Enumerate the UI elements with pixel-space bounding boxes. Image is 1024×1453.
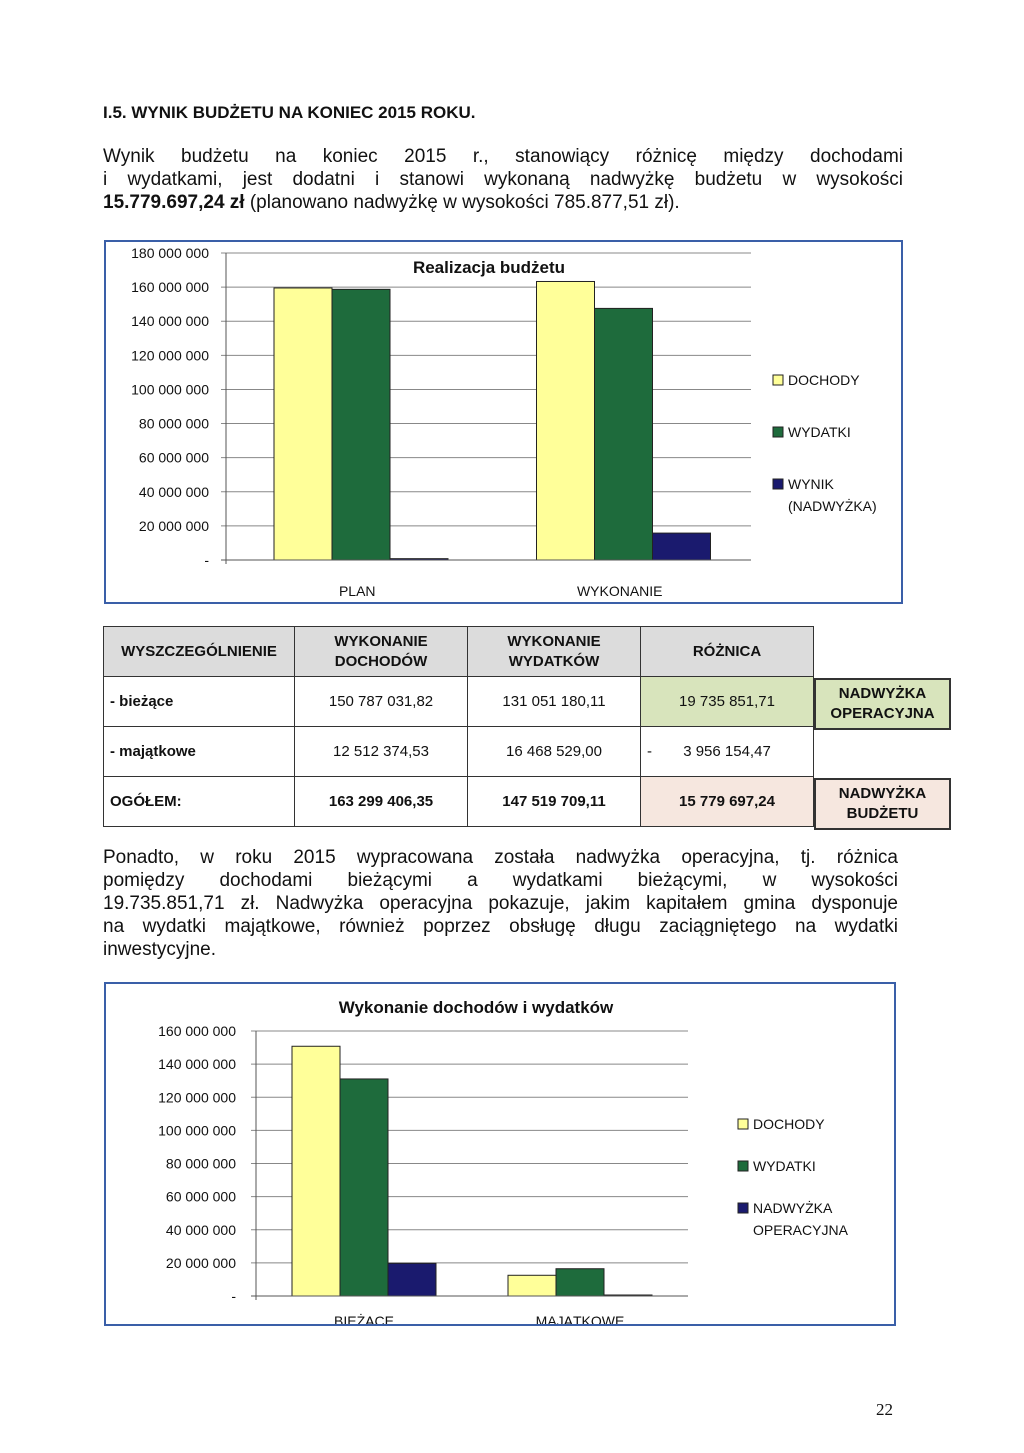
x-category-label: BIEŻĄCE	[334, 1313, 394, 1324]
y-tick-label: -	[231, 1288, 236, 1304]
y-tick-label: 160 000 000	[131, 279, 209, 296]
budget-table	[103, 626, 814, 827]
diff-value: 19 735 851,71	[679, 693, 775, 710]
y-tick-label: 120 000 000	[131, 347, 209, 364]
bar-dochody	[508, 1275, 556, 1296]
legend-label: WYDATKI	[753, 1158, 816, 1174]
bar-wydatki	[340, 1079, 388, 1296]
legend-label: WYDATKI	[788, 424, 851, 440]
table-row	[104, 777, 814, 827]
y-tick-label: 80 000 000	[165, 1155, 236, 1172]
y-tick-label: 100 000 000	[158, 1122, 236, 1139]
bar-wydatki	[595, 308, 653, 560]
intro-line-1: Wynik budżetu na koniec 2015 r., stanowiący różnicę między dochodami	[103, 146, 903, 167]
legend-label: OPERACYJNA	[753, 1222, 848, 1238]
row-difference	[641, 677, 814, 727]
page-number: 22	[876, 1400, 893, 1419]
bar-dochody	[292, 1046, 340, 1296]
row-income: 163 299 406,35	[295, 777, 468, 827]
diff-value: 15 779 697,24	[679, 793, 775, 810]
legend-swatch	[738, 1203, 748, 1213]
section-title: I.5. WYNIK BUDŻETU NA KONIEC 2015 ROKU.	[103, 103, 476, 122]
x-category-label: WYKONANIE	[576, 583, 663, 599]
bar-wynik-nadwy-ka-	[653, 533, 711, 560]
bar-dochody	[274, 288, 332, 560]
intro-paragraph	[103, 145, 903, 214]
surplus-paragraph	[103, 846, 898, 961]
table-row	[104, 727, 814, 777]
y-tick-label: -	[204, 552, 209, 568]
surplus-line-5: inwestycyjne.	[103, 939, 216, 960]
y-tick-label: 180 000 000	[131, 245, 209, 261]
budget-realization-chart	[104, 240, 903, 604]
table-header-row	[104, 627, 814, 677]
budget-surplus-note: NADWYŻKA BUDŻETU	[814, 778, 951, 830]
income-expense-svg	[106, 984, 894, 1324]
y-tick-label: 120 000 000	[158, 1089, 236, 1106]
table-row	[104, 677, 814, 727]
row-income: 12 512 374,53	[295, 727, 468, 777]
y-tick-label: 20 000 000	[138, 517, 209, 534]
legend-swatch	[773, 427, 783, 437]
row-difference	[641, 777, 814, 827]
surplus-line-4: na wydatki majątkowe, również poprzez obsługę długu zaciągniętego na wydatki	[103, 916, 898, 937]
legend-swatch	[773, 479, 783, 489]
bar-nadwy-ka-operacyjna	[388, 1263, 436, 1296]
legend-label: (NADWYŻKA)	[788, 498, 877, 514]
y-tick-label: 20 000 000	[165, 1254, 236, 1271]
row-label: - majątkowe	[104, 727, 295, 777]
header-cell: WYSZCZEGÓLNIENIE	[104, 627, 295, 677]
y-tick-label: 60 000 000	[138, 449, 209, 466]
y-tick-label: 160 000 000	[158, 1023, 236, 1039]
bar-wydatki	[332, 289, 390, 560]
row-difference	[641, 727, 814, 777]
row-expense: 147 519 709,11	[468, 777, 641, 827]
row-expense: 16 468 529,00	[468, 727, 641, 777]
row-income: 150 787 031,82	[295, 677, 468, 727]
diff-value: 3 956 154,47	[683, 743, 771, 760]
legend-label: DOCHODY	[753, 1116, 825, 1132]
bar-wydatki	[556, 1269, 604, 1296]
income-expense-chart	[104, 982, 896, 1326]
row-expense: 131 051 180,11	[468, 677, 641, 727]
header-cell: WYKONANIE WYDATKÓW	[468, 627, 641, 677]
x-category-label: PLAN	[338, 583, 376, 599]
row-label: - bieżące	[104, 677, 295, 727]
y-tick-label: 40 000 000	[138, 483, 209, 500]
budget-realization-svg	[106, 242, 901, 602]
legend-label: WYNIK	[788, 476, 834, 492]
y-tick-label: 140 000 000	[131, 313, 209, 330]
surplus-line-2: pomiędzy dochodami bieżącymi a wydatkami bieżącymi, w wysokości	[103, 870, 898, 891]
y-tick-label: 80 000 000	[138, 415, 209, 432]
surplus-line-1: Ponadto, w roku 2015 wypracowana została nadwyżka operacyjna, tj. różnica	[103, 847, 898, 868]
row-label: OGÓŁEM:	[104, 777, 295, 827]
y-tick-label: 40 000 000	[165, 1221, 236, 1238]
legend-swatch	[738, 1119, 748, 1129]
surplus-amount: 15.779.697,24 zł	[103, 192, 245, 213]
legend-swatch	[738, 1161, 748, 1171]
header-cell: RÓŻNICA	[641, 627, 814, 677]
diff-sign: -	[647, 743, 652, 760]
chart-title: Wykonanie dochodów i wydatków	[338, 998, 614, 1017]
legend-swatch	[773, 375, 783, 385]
legend-label: DOCHODY	[788, 372, 860, 388]
intro-line-2: i wydatkami, jest dodatni i stanowi wykonaną nadwyżkę budżetu w wysokości	[103, 169, 903, 190]
chart-title: Realizacja budżetu	[412, 258, 566, 277]
bar-dochody	[537, 281, 595, 560]
intro-line-3	[103, 191, 903, 214]
operating-surplus-note: NADWYŻKA OPERACYJNA	[814, 678, 951, 730]
y-tick-label: 100 000 000	[131, 381, 209, 398]
x-category-label: MAJĄTKOWE	[535, 1313, 625, 1324]
y-tick-label: 140 000 000	[158, 1056, 236, 1073]
y-tick-label: 60 000 000	[165, 1188, 236, 1205]
legend-label: NADWYŻKA	[753, 1200, 833, 1216]
header-cell: WYKONANIE DOCHODÓW	[295, 627, 468, 677]
planned-surplus-text: (planowano nadwyżkę w wysokości 785.877,51 zł).	[244, 192, 680, 213]
surplus-line-3: 19.735.851,71 zł. Nadwyżka operacyjna pokazuje, jakim kapitałem gmina dysponuje	[103, 893, 898, 914]
